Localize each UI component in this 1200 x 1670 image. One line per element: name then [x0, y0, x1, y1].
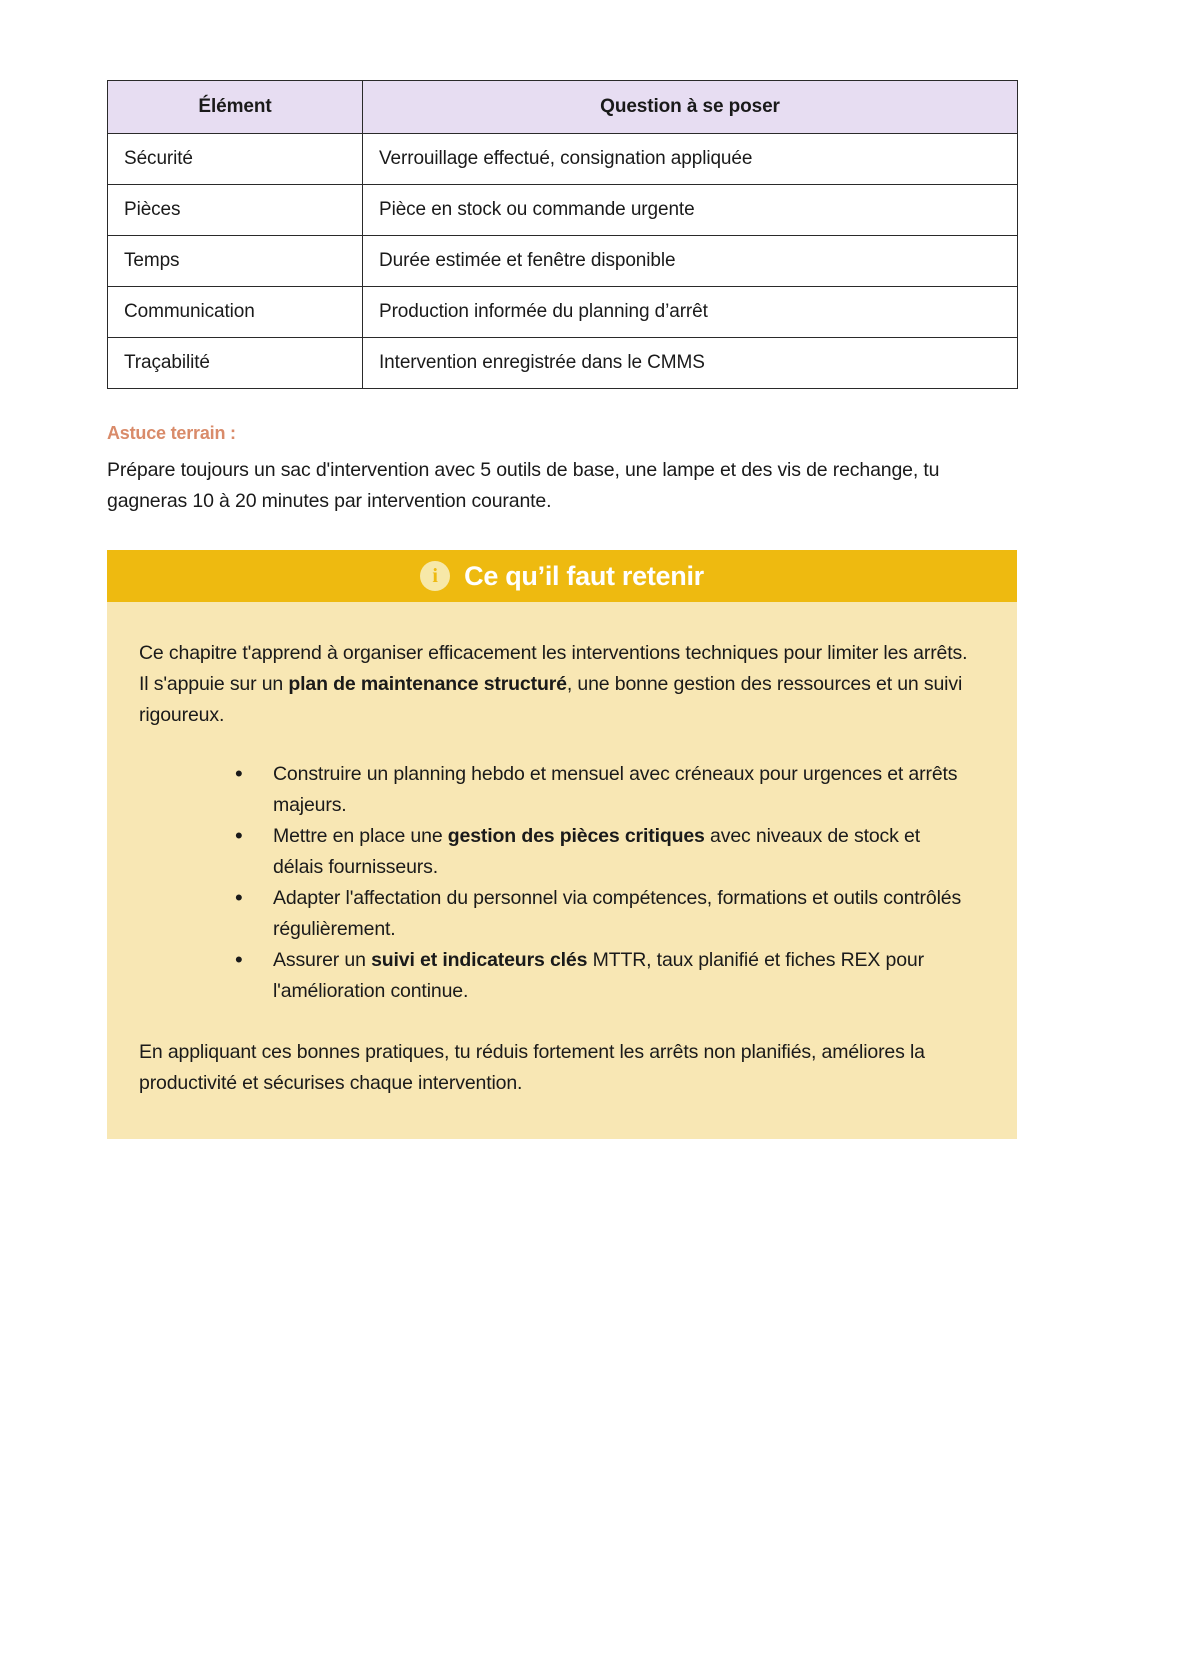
bullet-text-part1: Construire un planning hebdo et mensuel avec créneaux pour urgences et arrêts majeurs.	[273, 763, 958, 816]
field-tip-block	[107, 423, 987, 517]
checklist-table	[107, 80, 1018, 389]
list-item	[235, 821, 973, 883]
table-row	[108, 287, 1018, 338]
cell-element: Sécurité	[108, 134, 363, 185]
list-item	[235, 883, 973, 945]
bullet-bold-term: gestion des pièces critiques	[447, 825, 705, 847]
column-header-question: Question à se poser	[363, 81, 1018, 134]
table-body	[108, 134, 1018, 389]
bullet-text-part1: Adapter l'affectation du personnel via compétences, formations et outils contrôlés régulièrement.	[273, 887, 962, 940]
table-row	[108, 134, 1018, 185]
bullet-text-part2: MTTR, taux planifié et fiches REX pour l'amélioration continue.	[273, 949, 924, 1002]
cell-question: Intervention enregistrée dans le CMMS	[363, 338, 1018, 389]
callout-body	[107, 602, 1017, 1139]
intro-bold-term: plan de maintenance structuré	[288, 673, 567, 695]
cell-element: Temps	[108, 236, 363, 287]
bullet-text-part1: Mettre en place une	[273, 825, 448, 847]
cell-element: Traçabilité	[108, 338, 363, 389]
tip-text: Prépare toujours un sac d'intervention avec 5 outils de base, une lampe et des vis de rechange, tu gagneras 10 à 20 minutes par intervention courante.	[107, 459, 940, 512]
bullet-text-part1: Assurer un	[273, 949, 372, 971]
bullet-bold-term: suivi et indicateurs clés	[371, 949, 588, 971]
list-item	[235, 759, 973, 821]
list-item	[235, 945, 973, 1007]
callout-intro-paragraph	[139, 638, 977, 731]
cell-element: Pièces	[108, 185, 363, 236]
tip-label: Astuce terrain :	[107, 423, 236, 443]
bullet-text-part2: avec niveaux de stock et délais fournisseurs.	[273, 825, 920, 878]
callout-bullet-list	[139, 759, 979, 1007]
cell-question: Pièce en stock ou commande urgente	[363, 185, 1018, 236]
table-row	[108, 236, 1018, 287]
intro-text-part1: Ce chapitre t'apprend à organiser efficacement les interventions techniques pour limiter les arrêts. Il s'appuie sur un	[139, 642, 968, 695]
table-header	[108, 81, 1018, 134]
table-header-row	[108, 81, 1018, 134]
cell-question: Production informée du planning d’arrêt	[363, 287, 1018, 338]
callout-closing-paragraph: En appliquant ces bonnes pratiques, tu réduis fortement les arrêts non planifiés, améliores la productivité et sécurises chaque intervention.	[139, 1041, 925, 1094]
table-row	[108, 185, 1018, 236]
info-icon: i	[420, 561, 450, 591]
column-header-element: Élément	[108, 81, 363, 134]
cell-question: Verrouillage effectué, consignation appliquée	[363, 134, 1018, 185]
cell-question: Durée estimée et fenêtre disponible	[363, 236, 1018, 287]
intro-text-part2: , une bonne gestion des ressources et un suivi rigoureux.	[139, 673, 963, 726]
cell-element: Communication	[108, 287, 363, 338]
callout-title: Ce qu’il faut retenir	[464, 560, 704, 591]
key-takeaways-callout	[107, 550, 1017, 1139]
callout-header	[107, 550, 1017, 602]
table-row	[108, 338, 1018, 389]
